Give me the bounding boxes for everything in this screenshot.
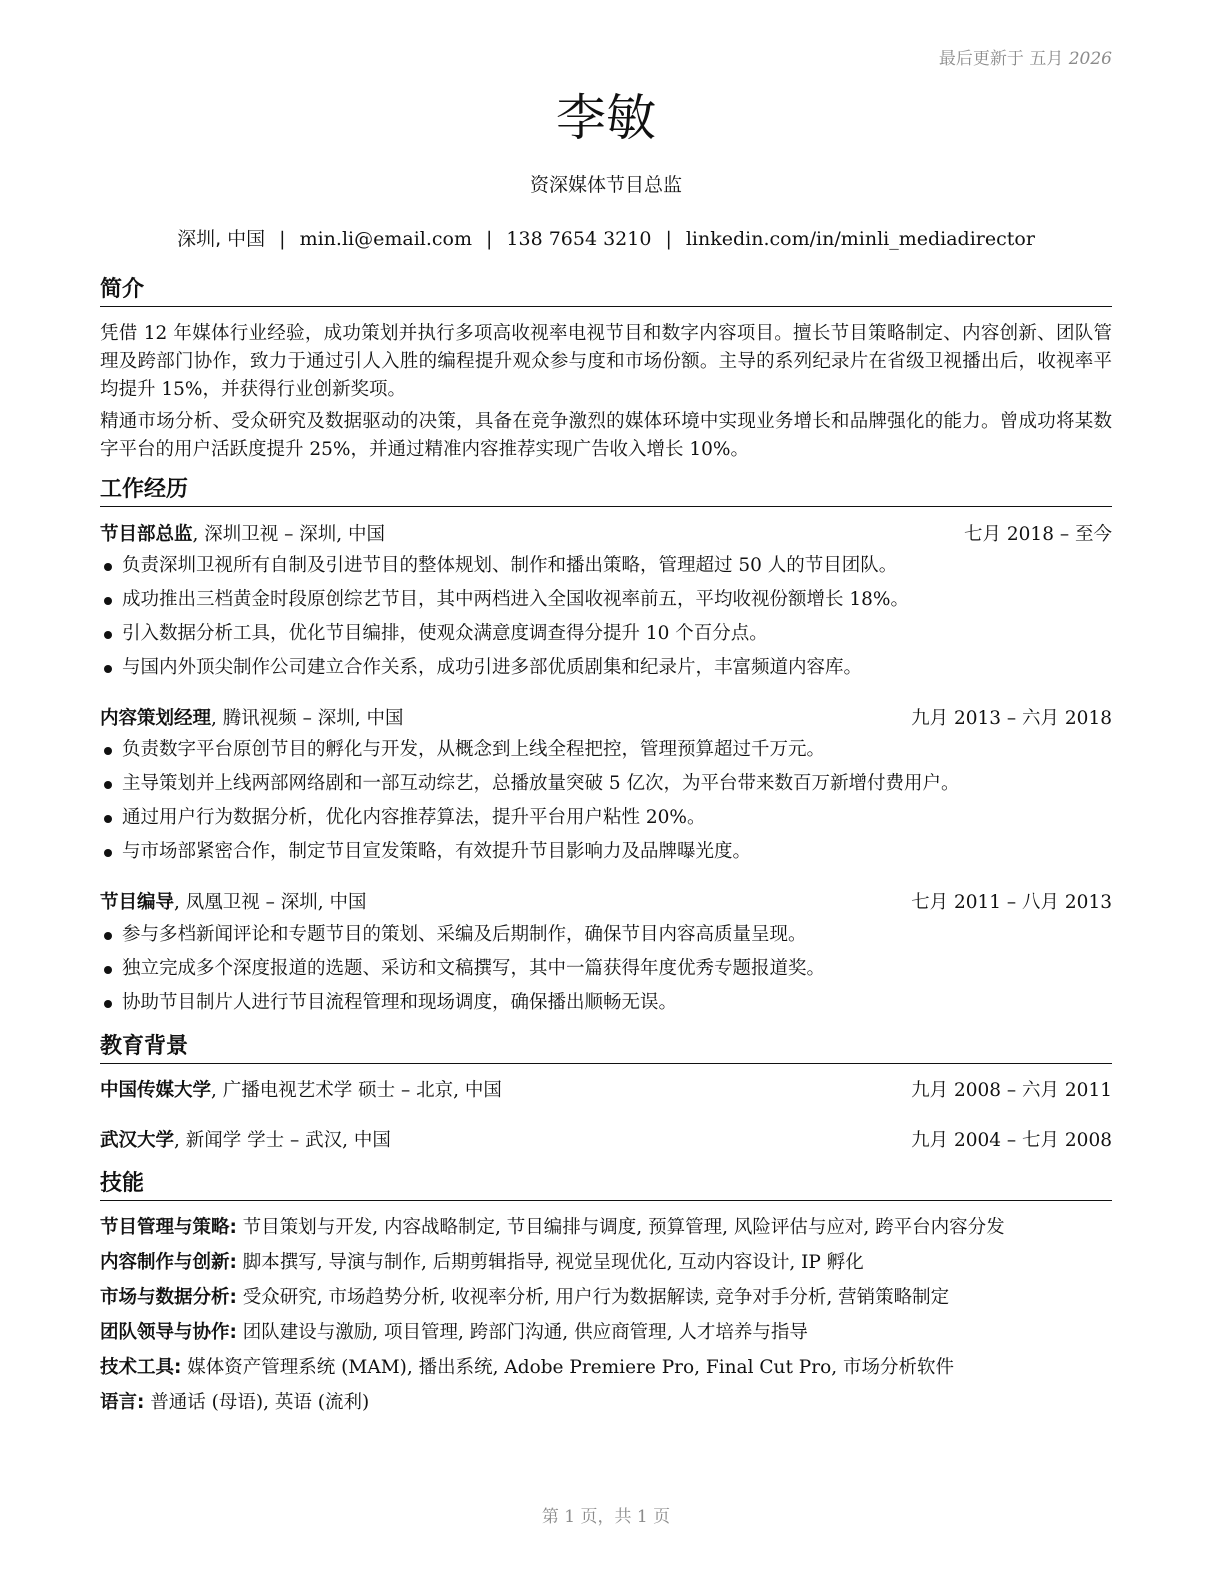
- skill-label: 语言:: [100, 1392, 145, 1413]
- job-dates: 九月 2013 – 六月 2018: [911, 708, 1112, 729]
- job-bullet: 参与多档新闻评论和专题节目的策划、采编及后期制作，确保节目内容高质量呈现。: [100, 918, 1112, 952]
- skill-value: 媒体资产管理系统 (MAM), 播出系统, Adobe Premiere Pro, Final Cut Pro, 市场分析软件: [181, 1357, 954, 1378]
- job-org: , 凤凰卫视 – 深圳, 中国: [174, 892, 367, 913]
- job-bullet: 与国内外顶尖制作公司建立合作关系，成功引进多部优质剧集和纪录片，丰富频道内容库。: [100, 651, 1112, 685]
- skill-line: [100, 1390, 1112, 1416]
- education-item: [100, 1078, 1112, 1104]
- job-org: , 腾讯视频 – 深圳, 中国: [211, 708, 404, 729]
- job-role: 节目部总监: [100, 524, 193, 545]
- skill-line: [100, 1215, 1112, 1241]
- school-name: 中国传媒大学: [100, 1080, 212, 1101]
- last-updated-year: 2026: [1068, 49, 1112, 69]
- skill-value: 受众研究, 市场趋势分析, 收视率分析, 用户行为数据解读, 竞争对手分析, 营销策略制定: [236, 1287, 950, 1308]
- skill-line: [100, 1355, 1112, 1381]
- job-bullet: 通过用户行为数据分析，优化内容推荐算法，提升平台用户粘性 20%。: [100, 801, 1112, 835]
- job-bullet: 与市场部紧密合作，制定节目宣发策略，有效提升节目影响力及品牌曝光度。: [100, 835, 1112, 869]
- job-title: 资深媒体节目总监: [529, 174, 682, 196]
- skill-value: 团队建设与激励, 项目管理, 跨部门沟通, 供应商管理, 人才培养与指导: [236, 1322, 808, 1343]
- skill-label: 内容制作与创新:: [100, 1252, 237, 1273]
- job-org: , 深圳卫视 – 深圳, 中国: [192, 524, 386, 545]
- job-header: [100, 522, 1112, 548]
- job-role: 内容策划经理: [100, 708, 212, 729]
- degree-detail: , 广播电视艺术学 硕士 – 北京, 中国: [211, 1080, 502, 1101]
- job-bullet: 主导策划并上线两部网络剧和一部互动综艺，总播放量突破 5 亿次，为平台带来数百万新增付费用户。: [100, 767, 1112, 801]
- skill-line: [100, 1250, 1112, 1276]
- job-dates: 七月 2011 – 八月 2013: [911, 892, 1112, 913]
- job-role: 节目编导: [100, 892, 175, 913]
- contact-email[interactable]: min.li@email.com: [299, 228, 472, 250]
- person-name: 李敏: [556, 89, 656, 147]
- job-dates: 七月 2018 – 至今: [964, 524, 1112, 545]
- job-bullet: 协助节目制片人进行节目流程管理和现场调度，确保播出顺畅无误。: [100, 986, 1112, 1020]
- skill-label: 技术工具:: [100, 1357, 182, 1378]
- education-dates: 九月 2008 – 六月 2011: [911, 1080, 1112, 1101]
- skill-value: 脚本撰写, 导演与制作, 后期剪辑指导, 视觉呈现优化, 互动内容设计, IP 孵化: [236, 1252, 864, 1273]
- contact-line: [100, 224, 1112, 251]
- skill-value: 节目策划与开发, 内容战略制定, 节目编排与调度, 预算管理, 风险评估与应对, 跨平台内容分发: [236, 1217, 1005, 1238]
- summary-paragraph: 凭借 12 年媒体行业经验，成功策划并执行多项高收视率电视节目和数字内容项目。擅长节目策略制定、内容创新、团队管理及跨部门协作，致力于通过引人入胜的编程提升观众参与度和市场份额。主导的系列纪录片在省级卫视播出后，收视率平均提升 15%，并获得行业创新奖项。: [100, 323, 1112, 400]
- skill-label: 团队领导与协作:: [100, 1322, 237, 1343]
- job-bullets: [100, 733, 1112, 869]
- job-bullet: 负责数字平台原创节目的孵化与开发，从概念到上线全程把控，管理预算超过千万元。: [100, 733, 1112, 767]
- contact-separator: |: [279, 228, 286, 250]
- job-bullet: 独立完成多个深度报道的选题、采访和文稿撰写，其中一篇获得年度优秀专题报道奖。: [100, 952, 1112, 986]
- contact-separator: |: [485, 228, 493, 250]
- job-bullets: [100, 549, 1112, 685]
- contact-separator: |: [665, 228, 672, 250]
- school-name: 武汉大学: [100, 1130, 175, 1151]
- education-dates: 九月 2004 – 七月 2008: [911, 1130, 1112, 1151]
- summary-paragraph: 精通市场分析、受众研究及数据驱动的决策，具备在竞争激烈的媒体环境中实现业务增长和品牌强化的能力。曾成功将某数字平台的用户活跃度提升 25%，并通过精准内容推荐实现广告收入增长 10%。: [100, 411, 1112, 460]
- job-bullet: 引入数据分析工具，优化节目编排，使观众满意度调查得分提升 10 个百分点。: [100, 617, 1112, 651]
- resume-page: [100, 0, 1112, 1584]
- job-header: [100, 890, 1112, 916]
- section-heading-skills: 技能: [100, 1170, 1112, 1201]
- skill-line: [100, 1320, 1112, 1346]
- degree-detail: , 新闻学 学士 – 武汉, 中国: [174, 1130, 391, 1151]
- job-bullet: 负责深圳卫视所有自制及引进节目的整体规划、制作和播出策略，管理超过 50 人的节目团队。: [100, 549, 1112, 583]
- skill-value: 普通话 (母语), 英语 (流利): [144, 1392, 370, 1413]
- section-heading-summary: 简介: [100, 276, 1112, 307]
- last-updated: [939, 44, 1112, 69]
- skill-label: 市场与数据分析:: [100, 1287, 237, 1308]
- job-bullet: 成功推出三档黄金时段原创综艺节目，其中两档进入全国收视率前五，平均收视份额增长 18%。: [100, 583, 1112, 617]
- page-number: 第 1 页，共 1 页: [541, 1507, 671, 1527]
- job-bullets: [100, 918, 1112, 1020]
- education-item: [100, 1128, 1112, 1154]
- last-updated-label: 最后更新于 五月: [938, 49, 1064, 69]
- contact-location: 深圳, 中国: [177, 228, 266, 250]
- skill-line: [100, 1285, 1112, 1311]
- contact-phone[interactable]: 138 7654 3210: [506, 228, 652, 250]
- section-heading-experience: 工作经历: [100, 476, 1112, 507]
- section-heading-education: 教育背景: [100, 1033, 1112, 1064]
- job-header: [100, 706, 1112, 732]
- skill-label: 节目管理与策略:: [100, 1217, 237, 1238]
- contact-linkedin[interactable]: linkedin.com/in/minli_mediadirector: [685, 228, 1035, 250]
